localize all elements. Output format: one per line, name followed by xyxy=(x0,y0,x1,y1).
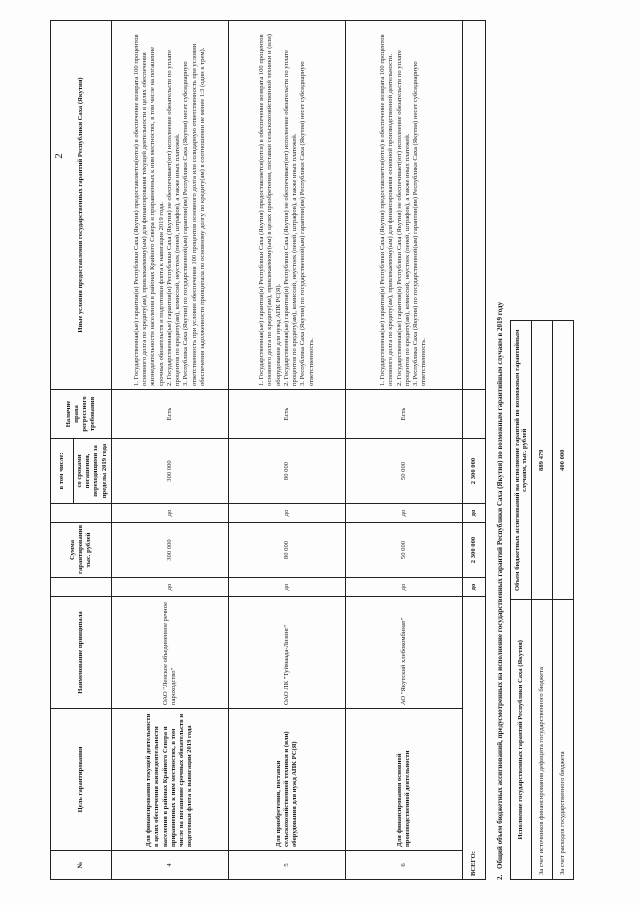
row-num: 4 xyxy=(111,851,228,880)
row-purpose: Для приобретения, поставки сельскохозяйственной техники и (или) оборудования для нужд АПК РС(Я) xyxy=(228,709,345,851)
row-recourse: Есть xyxy=(345,390,462,439)
row-recourse: Есть xyxy=(111,390,228,439)
row-purpose: Для финансирования текущей деятельности в целях обеспечения жизнедеятельности населения в районах Крайнего Севера и приравненных к ним местностях, в том числе на погашение срочных обязательств и подготовки флота к навигации 2019 года xyxy=(111,709,228,851)
total-row xyxy=(462,21,485,880)
row-do: до xyxy=(345,578,462,597)
row-do-2: до xyxy=(228,504,345,523)
condition-line: 3. Республика Саха (Якутия) по государственной(ым) гарантии(ям) Республики Саха (Якутия) несет субсидиарную ответственность. xyxy=(299,61,315,386)
condition-line: 3. Республика Саха (Якутия) по государственной(ым) гарантии(ям) Республики Саха (Якутия) несет субсидиарную ответственность при условии обеспечения 100 процентов основного долга или солидарную ответственность при условии обеспечения задолженности принципала по основному долгу по кредиту(ам) в соотношении не менее 1:3 (один к трем). xyxy=(182,43,206,386)
section-2-number: 2. xyxy=(495,874,504,880)
condition-line: 3. Республика Саха (Якутия) по государственной(ым) гарантии(ям) Республики Саха (Якутия) несет субсидиарную ответственность. xyxy=(412,61,428,386)
row-do-2: до xyxy=(111,504,228,523)
total-repay: 2 300 000 xyxy=(462,439,485,504)
budget-row-value: 889 479 xyxy=(531,321,552,601)
table-row xyxy=(531,321,552,880)
row-purpose: Для финансирования основной производственной деятельности xyxy=(345,709,462,851)
header-sum: Сумма гарантирования тыс. рублей xyxy=(51,523,112,578)
condition-line: 1. Государственная(ые) гарантия(и) Республики Саха (Якутия) предоставляется(ются) в обеспечение возврата 100 процентов основного долга по кредиту(ам), привлекаемому(ым) в целях приобретения, поставки сельскохозяйственной техники и (или) оборудования для нужд АПК РС(Я). xyxy=(258,34,282,386)
section-2-text: Общий объем бюджетных ассигнований, предусмотренных на исполнение государственных гарантий Республики Саха (Якутия) по возможным гарантийным случаям в 2019 году xyxy=(495,301,504,869)
total-do-2: до xyxy=(462,504,485,523)
row-principal: ОАО "Ленское объединенное речное пароходство" xyxy=(111,597,228,709)
guarantees-table xyxy=(50,20,486,880)
row-repay: 80 000 xyxy=(228,439,345,504)
total-label: ВСЕГО: xyxy=(462,597,485,880)
header-repay: со сроками погашения, переходящими за пределы 2019 года xyxy=(74,439,112,504)
page-number: 2 xyxy=(52,153,65,159)
total-sum: 2 300 000 xyxy=(462,523,485,578)
header-num: № xyxy=(51,851,112,880)
budget-row-label: За счет расходов государственного бюджета xyxy=(552,600,573,880)
row-principal: АО "Якутский хлебокомбинат" xyxy=(345,597,462,709)
header-conditions: Иные условия предоставления государственных гарантий Республики Саха (Якутия) xyxy=(51,21,112,390)
total-recourse-empty xyxy=(462,390,485,439)
table-row xyxy=(111,21,228,880)
row-sum: 50 000 xyxy=(345,523,462,578)
header-in-that: в том числе: xyxy=(51,439,74,504)
header-recourse: Наличие права регрессного требования xyxy=(51,390,112,439)
header-do-blank-2 xyxy=(51,504,112,523)
condition-line: 1. Государственная(ые) гарантия(и) Республики Саха (Якутия) предоставляется(ются) в обеспечение возврата 100 процентов основного долга по кредиту(ам), привлекаемому(ым) для финансирования основной производственной деятельности. xyxy=(379,34,395,386)
condition-line: 1. Государственная(ые) гарантия(и) Республики Саха (Якутия) предоставляется(ются) в обеспечение возврата 100 процентов основного долга по кредиту(ам), привлекаемому(ым) для финансирования текущей деятельности в целях обеспечения жизнедеятельности населения в районах Крайнего Севера и приравненных к ним местностях, в том числе на погашение срочных обязательств и подготовки флота к навигации 2019 года. xyxy=(132,34,165,386)
row-do: до xyxy=(111,578,228,597)
section-2-title xyxy=(496,20,504,880)
row-sum: 300 000 xyxy=(111,523,228,578)
row-conditions xyxy=(111,21,228,390)
row-principal: ОАО ЛК "Туймаада-Лизинг" xyxy=(228,597,345,709)
table-row xyxy=(228,21,345,880)
budget-header-volume: Объем бюджетных ассигнований на исполнение гарантий по возможным гарантийным случаям, тыс. рублей xyxy=(510,321,531,601)
table-row xyxy=(552,321,573,880)
budget-header-execution: Исполнение государственных гарантий Республики Саха (Якутия) xyxy=(510,600,531,880)
total-do: до xyxy=(462,578,485,597)
row-do-2: до xyxy=(345,504,462,523)
condition-line: 2. Государственная(ые) гарантия(и) Республики Саха (Якутия) не обеспечивает(ют) исполнение обязательств по уплате процентов по кредиту(ам), комиссий, неустоек (пеней, штрафов), а также иных платежей. xyxy=(282,50,299,386)
budget-row-label: За счет источников финансирования дефицита государственного бюджета xyxy=(531,600,552,880)
budget-table xyxy=(510,320,574,880)
budget-row-value: 400 000 xyxy=(552,321,573,601)
row-num: 5 xyxy=(228,851,345,880)
condition-line: 2. Государственная(ые) гарантия(и) Республики Саха (Якутия) не обеспечивает(ют) исполнение обязательств по уплате процентов по кредиту(ам), комиссий, неустоек (пеней, штрафов), а также иных платежей. xyxy=(395,50,411,386)
row-num: 6 xyxy=(345,851,462,880)
total-conditions-empty xyxy=(462,21,485,390)
row-repay: 50 000 xyxy=(345,439,462,504)
row-conditions xyxy=(345,21,462,390)
row-repay: 300 000 xyxy=(111,439,228,504)
header-purpose: Цель гарантирования xyxy=(51,709,112,851)
rotated-sheet xyxy=(50,20,630,880)
row-do: до xyxy=(228,578,345,597)
condition-line: 2. Государственная(ые) гарантия(и) Республики Саха (Якутия) не обеспечивает(ют) исполнение обязательств по уплате процентов по кредиту(ам), комиссий, неустоек (пеней, штрафов), а также иных платежей. xyxy=(165,50,182,386)
row-recourse: Есть xyxy=(228,390,345,439)
row-sum: 80 000 xyxy=(228,523,345,578)
table-row xyxy=(345,21,462,880)
row-conditions xyxy=(228,21,345,390)
header-principal: Наименование принципала xyxy=(51,597,112,709)
header-do-blank xyxy=(51,578,112,597)
